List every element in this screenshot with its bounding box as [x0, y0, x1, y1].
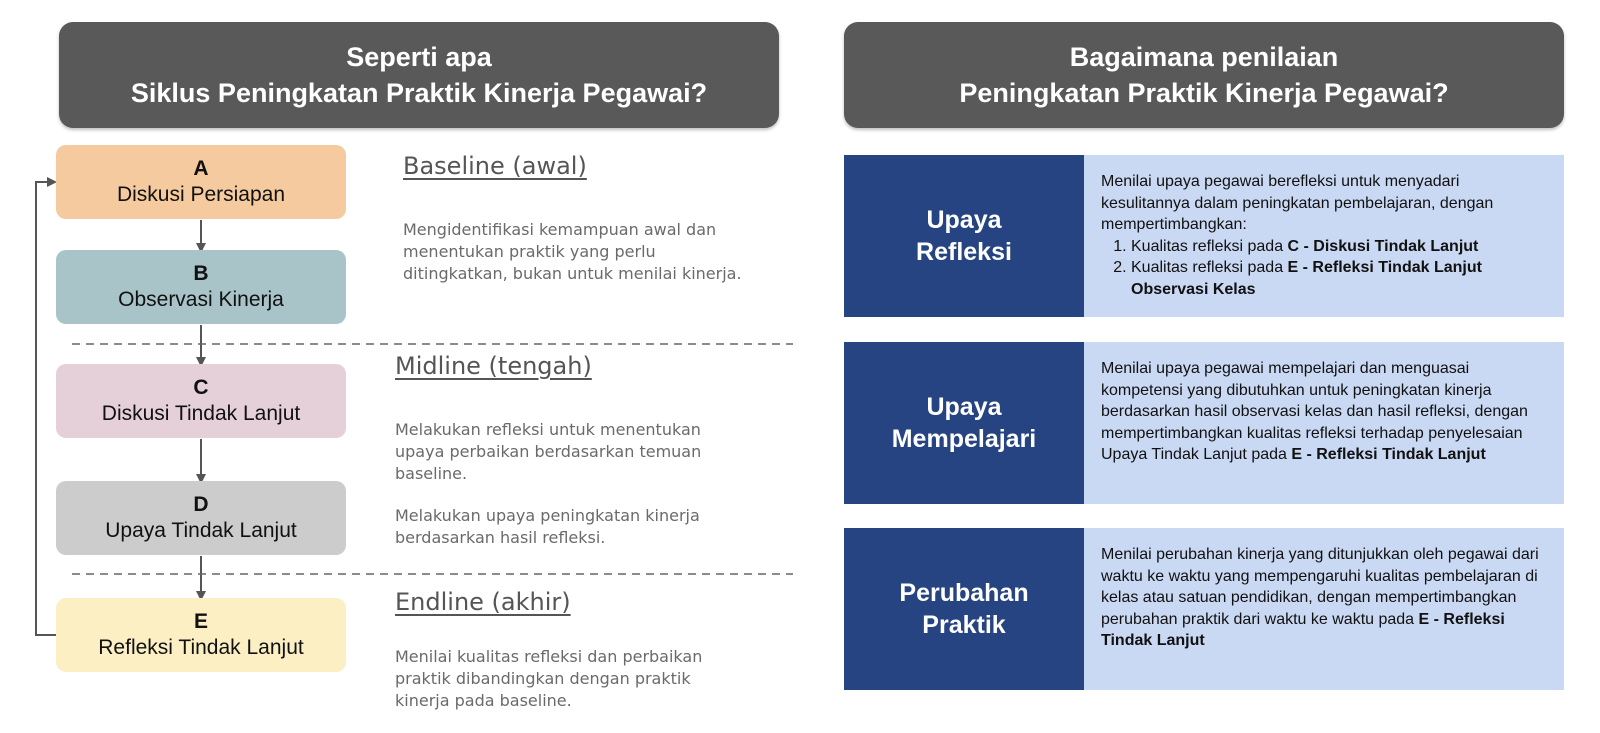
assessment-description — [1084, 155, 1564, 317]
endline-description: Menilai kualitas refleksi dan perbaikan praktik dibandingkan dengan praktik kinerja pada baseline. — [395, 647, 703, 710]
list-item-text: Kualitas refleksi pada — [1131, 259, 1288, 276]
step-b-box — [56, 250, 346, 324]
assessment-text-bold: E - Refleksi Tindak Lanjut — [1101, 610, 1505, 649]
step-d-box — [56, 481, 346, 555]
assessment-description — [1084, 528, 1564, 690]
assessment-label — [844, 155, 1084, 317]
step-label: Refleksi Tindak Lanjut — [98, 636, 304, 659]
assessment-row-upaya-refleksi — [844, 155, 1564, 317]
step-label: Diskusi Persiapan — [116, 183, 286, 206]
step-letter: E — [193, 610, 208, 633]
assessment-label-line1: Upaya — [926, 206, 1002, 234]
assessment-row-upaya-mempelajari — [844, 342, 1564, 504]
assessment-description — [1084, 342, 1564, 504]
list-item-bold: C - Diskusi Tindak Lanjut — [1287, 237, 1479, 255]
endline-title: Endline (akhir) — [395, 588, 571, 616]
cycle-header-line1: Seperti apa — [346, 42, 492, 72]
midline-title: Midline (tengah) — [395, 352, 592, 380]
assessment-header-line1: Bagaimana penilaian — [1069, 42, 1339, 72]
step-letter: A — [193, 157, 209, 180]
list-item — [1131, 257, 1548, 300]
assessment-label-line1: Perubahan — [899, 579, 1029, 607]
assessment-label-line2: Praktik — [922, 611, 1006, 639]
step-letter: B — [193, 262, 209, 285]
assessment-label-line1: Upaya — [926, 393, 1002, 421]
list-item-bold: E - Refleksi Tindak Lanjut Observasi Kelas — [1131, 259, 1482, 298]
assessment-intro: Menilai upaya pegawai berefleksi untuk menyadari kesulitannya dalam peningkatan pembelajaran, dengan mempertimbangkan: — [1101, 173, 1494, 233]
midline-description-1: Melakukan refleksi untuk menentukan upaya perbaikan berdasarkan temuan baseline. — [395, 420, 702, 483]
assessment-text: Menilai upaya pegawai mempelajari dan menguasai kompetensi yang dibutuhkan untuk peningkatan kinerja berdasarkan hasil observasi kelas dan hasil refleksi, dengan mempertimbangkan kualitas refleksi terhadap penyelesaian Upaya Tindak Lanjut pada — [1101, 360, 1528, 463]
assessment-criteria-list — [1101, 236, 1548, 301]
step-label: Diskusi Tindak Lanjut — [101, 402, 301, 425]
assessment-label-line2: Mempelajari — [891, 425, 1037, 453]
cycle-header-line2: Siklus Peningkatan Praktik Kinerja Pegawai? — [130, 78, 708, 108]
assessment-text-bold: E - Refleksi Tindak Lanjut — [1291, 446, 1486, 463]
assessment-header-line2: Peningkatan Praktik Kinerja Pegawai? — [959, 78, 1449, 108]
list-item-text: Kualitas refleksi pada — [1131, 237, 1288, 255]
baseline-description: Mengidentifikasi kemampuan awal dan menentukan praktik yang perlu ditingkatkan, bukan untuk menilai kinerja. — [403, 220, 742, 283]
step-letter: D — [193, 493, 209, 516]
step-a-box — [56, 145, 346, 219]
list-item — [1131, 236, 1548, 258]
step-e-box — [56, 598, 346, 672]
loop-arrow-e-to-a — [36, 182, 56, 635]
step-letter: C — [193, 376, 209, 399]
assessment-label — [844, 528, 1084, 690]
baseline-title: Baseline (awal) — [403, 152, 587, 180]
assessment-text: Menilai perubahan kinerja yang ditunjukkan oleh pegawai dari waktu ke waktu yang mempengaruhi kualitas pembelajaran di kelas atau satuan pendidikan, dengan mempertimbangkan perubahan praktik dari waktu ke waktu pada — [1101, 546, 1539, 628]
step-label: Upaya Tindak Lanjut — [105, 519, 297, 542]
assessment-label-line2: Refleksi — [916, 238, 1012, 266]
step-c-box — [56, 364, 346, 438]
midline-description-2: Melakukan upaya peningkatan kinerja berdasarkan hasil refleksi. — [395, 506, 700, 547]
assessment-row-perubahan-praktik — [844, 528, 1564, 690]
assessment-label — [844, 342, 1084, 504]
step-label: Observasi Kinerja — [118, 288, 284, 311]
